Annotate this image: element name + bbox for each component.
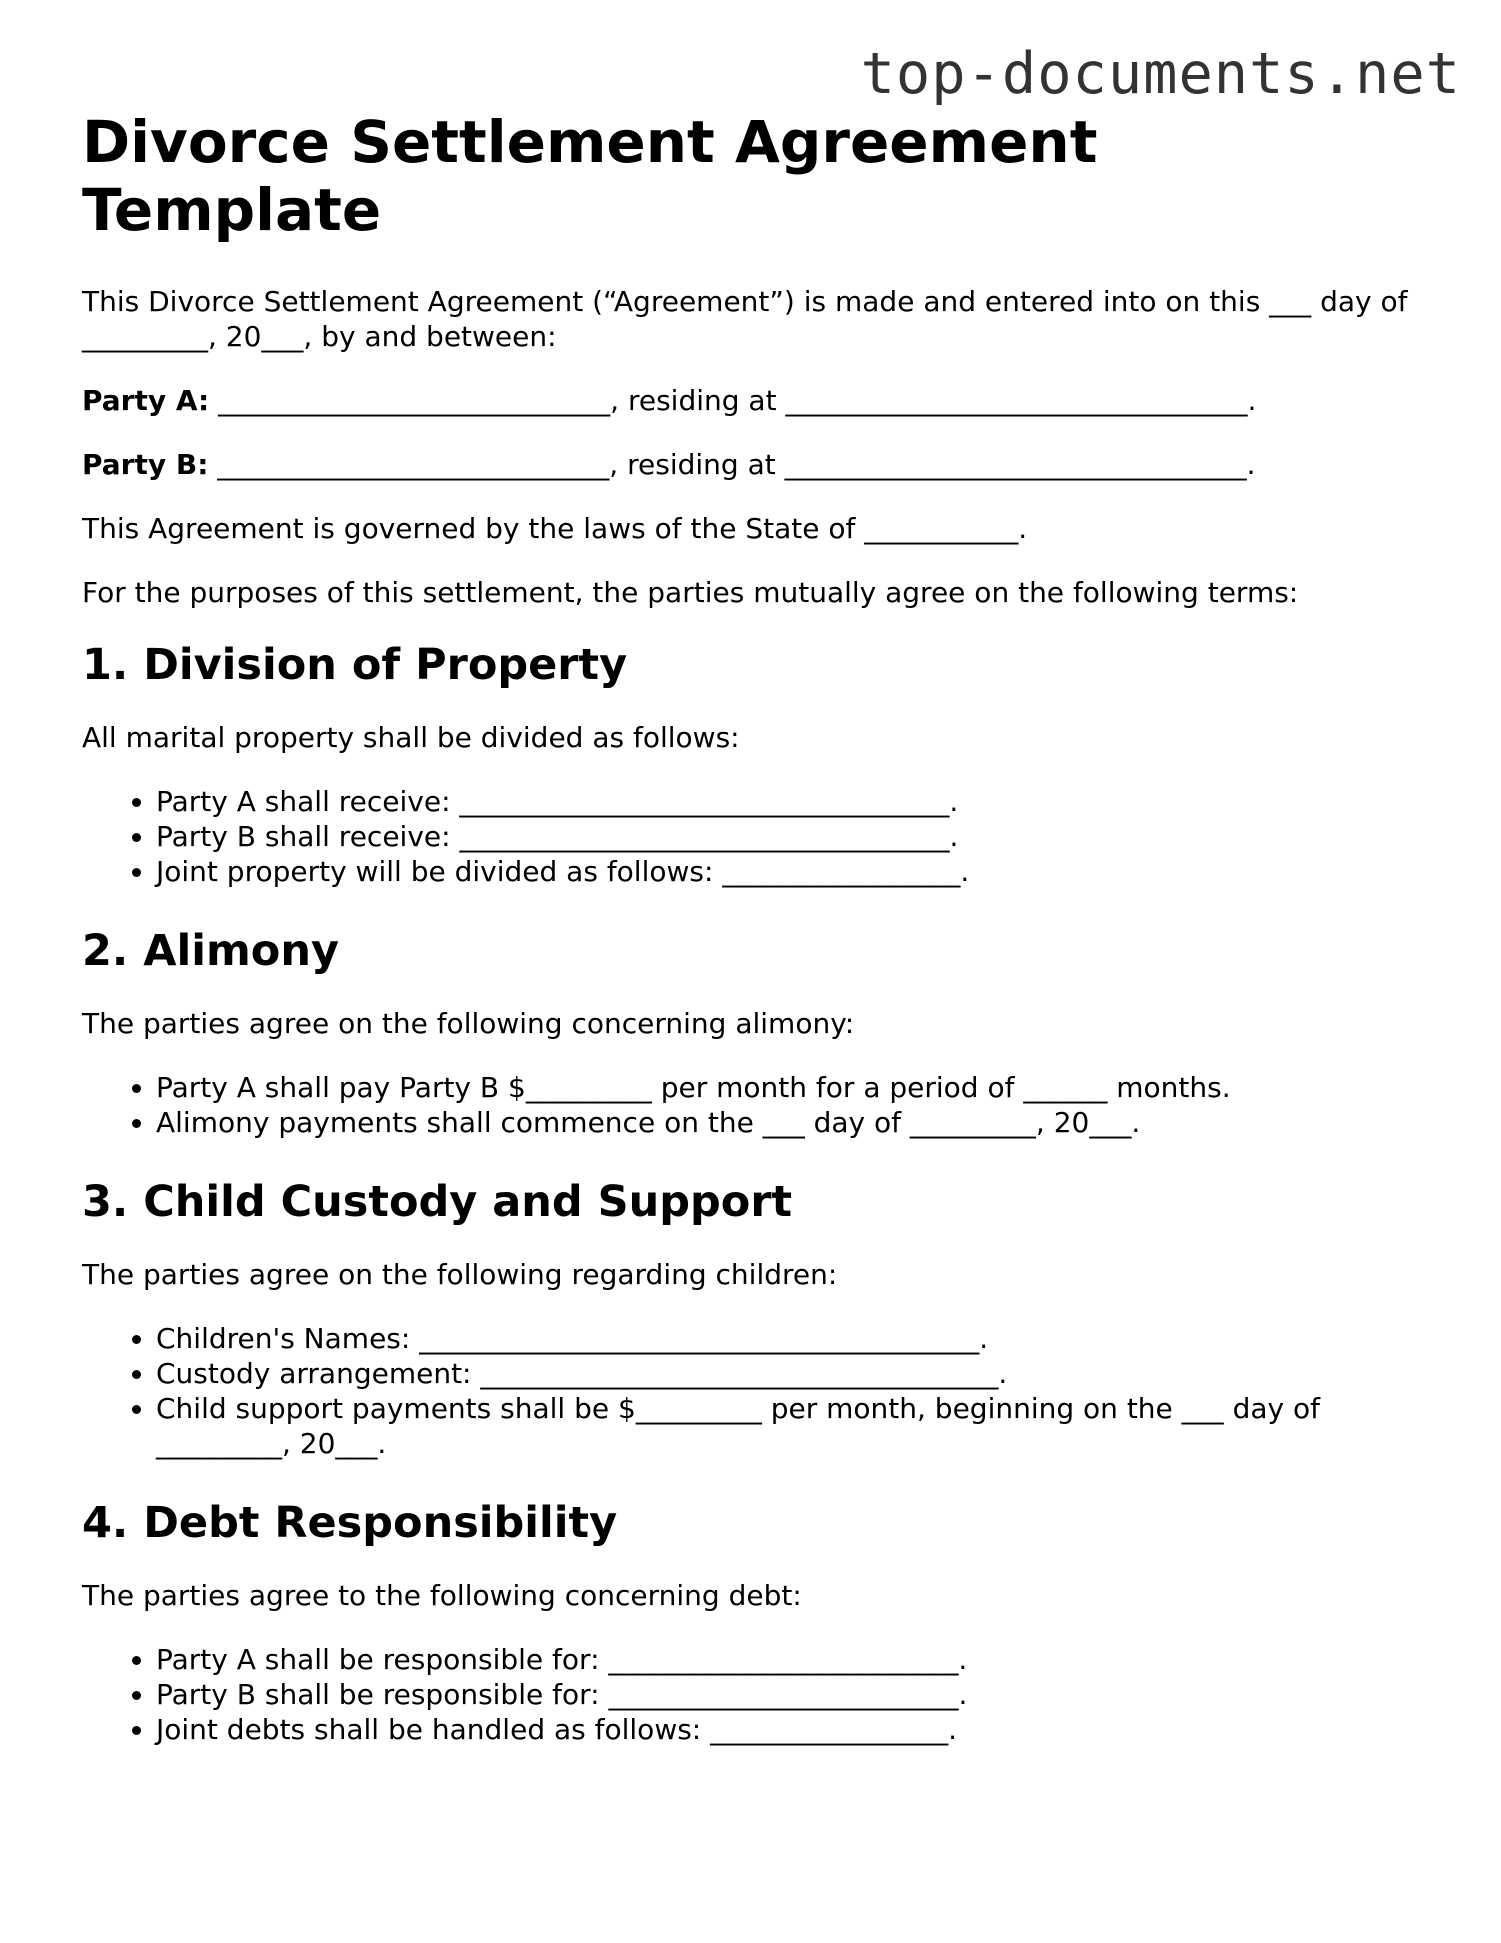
party-a-label: Party A: [82,384,210,417]
purpose-statement: For the purposes of this settlement, the parties mutually agree on the following terms: [82,576,1299,609]
list-item: • Child support payments shall be $_________ per month, beginning on the ___ day of _________, 20___. [156,1391,1412,1461]
list-item: • Party A shall be responsible for: _________________________. [156,1642,1412,1677]
party-a-line [82,383,1412,418]
section-lead: The parties agree on the following regarding children: [82,1258,838,1291]
governing-law: This Agreement is governed by the laws of the State of ___________. [82,512,1028,545]
list-item: • Party B shall be responsible for: _________________________. [156,1677,1412,1712]
party-b-line [82,447,1412,482]
list-item: • Alimony payments shall commence on the ___ day of _________, 20___. [156,1105,1412,1140]
document-page [82,108,1412,1783]
intro-paragraph: This Divorce Settlement Agreement (“Agreement”) is made and entered into on this ___ day of _________, 20___, by and between: [82,285,1408,353]
list-item: • Party A shall receive: ___________________________________. [156,784,1412,819]
list-item: • Joint property will be divided as follows: _________________. [156,854,1412,889]
section-list [82,1642,1412,1747]
section-list [82,1070,1412,1140]
list-item: • Party B shall receive: ___________________________________. [156,819,1412,854]
list-item: • Custody arrangement: _____________________________________. [156,1356,1412,1391]
section-heading: 3. Child Custody and Support [82,1177,793,1227]
list-item: • Joint debts shall be handled as follows: _________________. [156,1712,1412,1747]
watermark: top-documents.net [860,41,1461,107]
section-heading: 1. Division of Property [82,640,628,690]
section-heading: 4. Debt Responsibility [82,1498,618,1548]
section-child-custody-and-support [82,1176,1412,1461]
section-lead: The parties agree to the following concerning debt: [82,1579,802,1612]
list-item: • Children's Names: ________________________________________. [156,1321,1412,1356]
section-list [82,1321,1412,1461]
party-b-text: ____________________________, residing at _________________________________. [208,448,1256,481]
section-list [82,784,1412,889]
section-lead: All marital property shall be divided as follows: [82,721,740,754]
section-alimony [82,925,1412,1140]
party-a-text: ____________________________, residing at _________________________________. [209,384,1257,417]
list-item: • Party A shall pay Party B $_________ per month for a period of ______ months. [156,1070,1412,1105]
section-division-of-property [82,639,1412,889]
party-b-label: Party B: [82,448,209,481]
section-debt-responsibility [82,1497,1412,1747]
section-heading: 2. Alimony [82,926,339,976]
section-lead: The parties agree on the following concerning alimony: [82,1007,855,1040]
document-title: Divorce Settlement Agreement Template [82,108,1098,244]
